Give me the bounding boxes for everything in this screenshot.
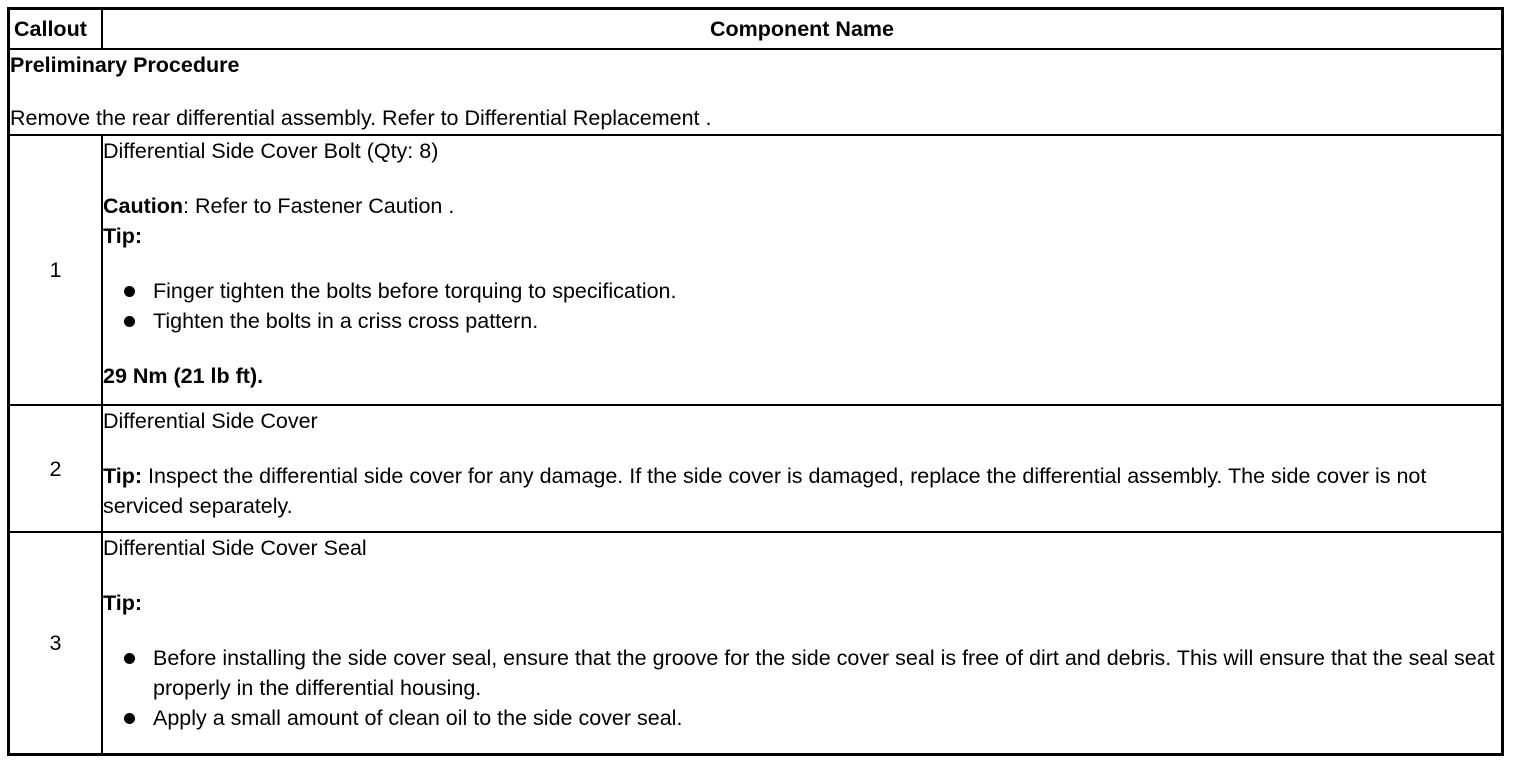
- preliminary-procedure-title: Preliminary Procedure: [10, 53, 240, 77]
- tip-note: [103, 461, 1501, 521]
- bullet-icon: [124, 653, 135, 664]
- caution-text: : Refer to Fastener Caution .: [183, 194, 455, 218]
- component-cell: [102, 532, 1501, 753]
- caution-label: Caution: [103, 194, 184, 218]
- component-name: Differential Side Cover Bolt (Qty: 8): [103, 139, 439, 163]
- list-item: Tighten the bolts in a criss cross pattern.: [121, 306, 1501, 336]
- bullet-icon: [124, 286, 135, 297]
- bullet-icon: [124, 713, 135, 724]
- callout-column-header: Callout: [10, 10, 102, 49]
- tip-bullet-list: [103, 643, 1501, 733]
- component-cell: [102, 405, 1501, 532]
- component-name-column-header: Component Name: [102, 10, 1501, 49]
- callout-number: 3: [10, 532, 102, 753]
- callout-number: 2: [10, 405, 102, 532]
- list-item: Before installing the side cover seal, ensure that the groove for the side cover seal is free of dirt and debris. This will ensure that the seal seat properly in the differential housing.: [121, 643, 1501, 703]
- table-row: [10, 135, 1501, 405]
- procedure-sheet: [7, 7, 1504, 756]
- table-row: [10, 532, 1501, 753]
- list-item: Finger tighten the bolts before torquing to specification.: [121, 276, 1501, 306]
- component-name: Differential Side Cover: [103, 409, 318, 433]
- tip-text: Inspect the differential side cover for any damage. If the side cover is damaged, replace the differential assembly. The side cover is not serviced separately.: [103, 464, 1427, 518]
- procedure-table: [10, 10, 1501, 753]
- tip-label: Tip:: [103, 591, 143, 615]
- table-row: [10, 405, 1501, 532]
- component-cell: [102, 135, 1501, 405]
- tip-label: Tip:: [103, 464, 143, 488]
- list-item: Apply a small amount of clean oil to the side cover seal.: [121, 703, 1501, 733]
- tip-bullet-list: [103, 276, 1501, 336]
- component-name: Differential Side Cover Seal: [103, 536, 367, 560]
- callout-number: 1: [10, 135, 102, 405]
- tip-label: Tip:: [103, 224, 143, 248]
- caution-note: [103, 191, 1501, 221]
- table-header-row: [10, 10, 1501, 49]
- preliminary-procedure-row: [10, 49, 1501, 135]
- torque-spec: 29 Nm (21 lb ft).: [103, 364, 264, 388]
- preliminary-procedure-text: Remove the rear differential assembly. Refer to Differential Replacement .: [10, 106, 712, 130]
- bullet-icon: [124, 316, 135, 327]
